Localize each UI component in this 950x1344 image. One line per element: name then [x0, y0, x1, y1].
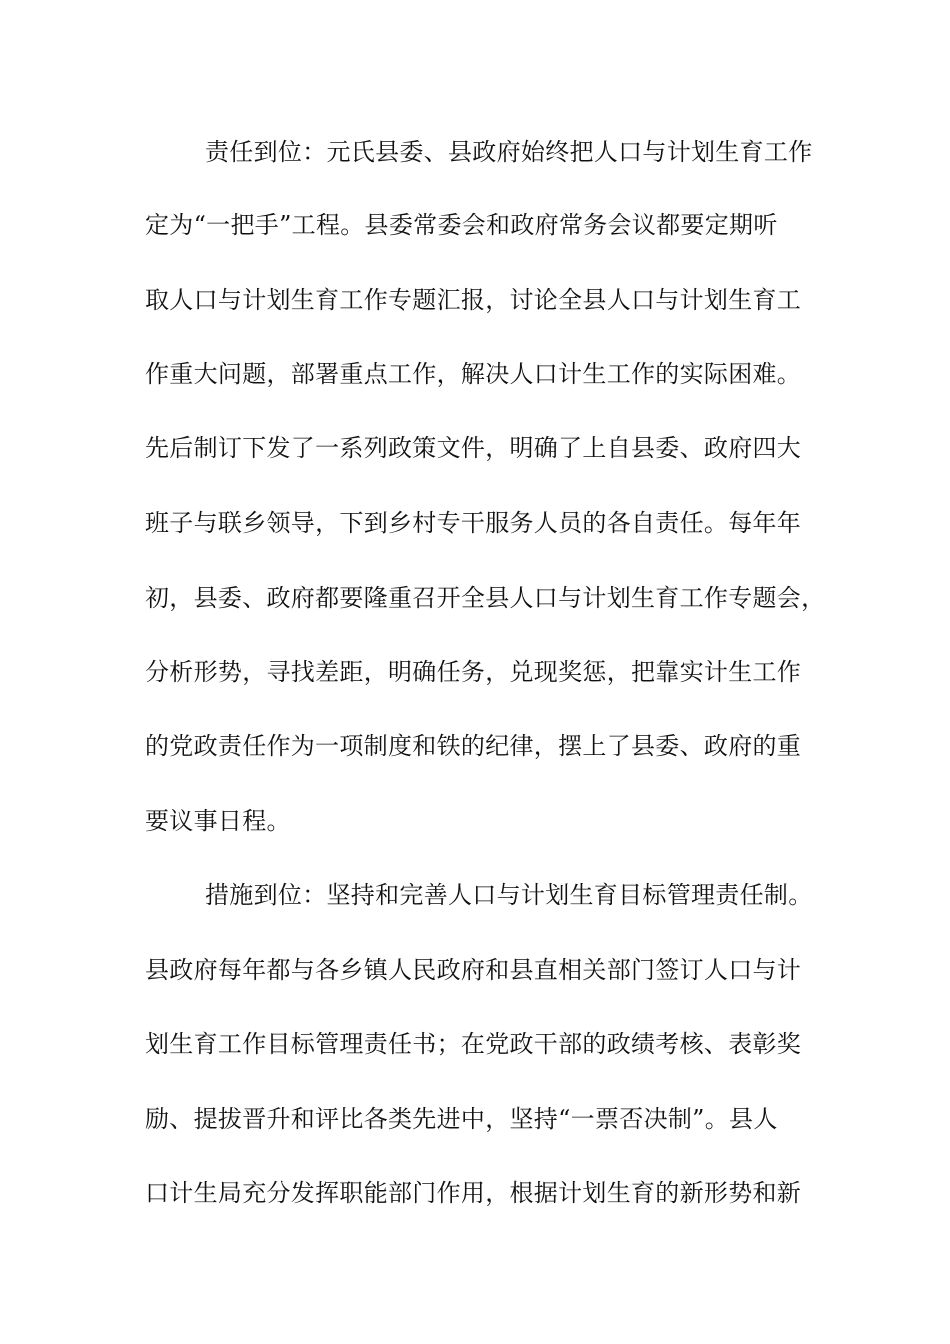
paragraph-2-line-5: 口计生局充分发挥职能部门作用，根据计划生育的新形势和新	[145, 1179, 802, 1207]
paragraph-1-line-7: 初，县委、政府都要隆重召开全县人口与计划生育工作专题会，	[145, 584, 826, 612]
paragraph-1-line-6: 班子与联乡领导，下到乡村专干服务人员的各自责任。每年年	[145, 509, 802, 537]
paragraph-1-line-9: 的党政责任作为一项制度和铁的纪律，摆上了县委、政府的重	[145, 732, 802, 760]
paragraph-1-line-1: 责任到位：元氏县委、县政府始终把人口与计划生育工作	[205, 138, 813, 166]
paragraph-1-line-4: 作重大问题，部署重点工作，解决人口计生工作的实际困难。	[145, 360, 802, 388]
paragraph-1-line-3: 取人口与计划生育工作专题汇报，讨论全县人口与计划生育工	[145, 286, 802, 314]
paragraph-1-line-5: 先后制订下发了一系列政策文件，明确了上自县委、政府四大	[145, 434, 802, 462]
paragraph-2-line-4: 励、提拔晋升和评比各类先进中，坚持“一票否决制”。县人	[145, 1105, 778, 1133]
paragraph-2-line-1: 措施到位：坚持和完善人口与计划生育目标管理责任制。	[205, 881, 813, 909]
paragraph-1-line-10: 要议事日程。	[145, 807, 291, 835]
paragraph-1-line-2: 定为“一把手”工程。县委常委会和政府常务会议都要定期听	[145, 211, 778, 239]
paragraph-2-line-3: 划生育工作目标管理责任书；在党政干部的政绩考核、表彰奖	[145, 1030, 802, 1058]
paragraph-2-line-2: 县政府每年都与各乡镇人民政府和县直相关部门签订人口与计	[145, 956, 802, 984]
paragraph-1-line-8: 分析形势，寻找差距，明确任务，兑现奖惩，把靠实计生工作	[145, 658, 802, 686]
